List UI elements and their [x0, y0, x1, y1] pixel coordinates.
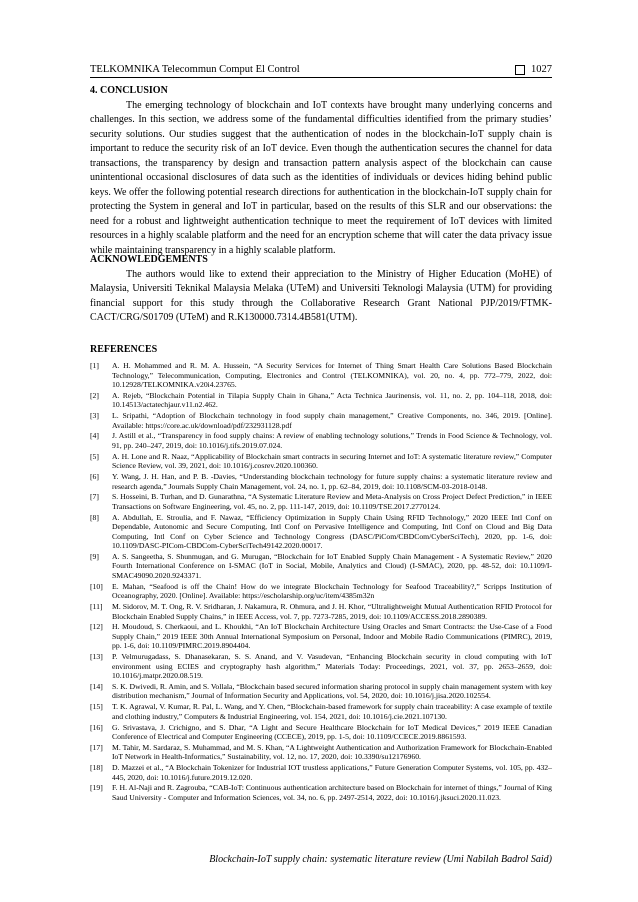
reference-item [90, 411, 552, 430]
reference-item [90, 492, 552, 511]
reference-number: [3] [90, 411, 99, 421]
reference-text: S. Hosseini, B. Turhan, and D. Gunarathna, “A Systematic Literature Review and Meta-Analysis on Cross Project Defect Prediction,” in IEEE Transactions on Software Engineering, vol. 45, no. 2, pp. 111-147, 2019, doi: 10.1109/TSE.2017.2770124. [112, 492, 552, 511]
reference-text: J. Astill et al., “Transparency in food supply chains: A review of enabling technology solutions,” Trends in Food Science & Technology, vol. 91, pp. 240–247, 2019, doi: 10.1016/j.tifs.2019.07.024. [112, 431, 552, 450]
reference-item [90, 652, 552, 681]
checkbox-square-icon [515, 65, 525, 75]
reference-number: [7] [90, 492, 99, 502]
running-header [90, 59, 552, 75]
reference-item [90, 783, 552, 802]
reference-item [90, 391, 552, 410]
conclusion-heading: 4. CONCLUSION [90, 85, 168, 96]
reference-item [90, 513, 552, 551]
reference-item [90, 431, 552, 450]
reference-text: A. Rejeb, “Blockchain Potential in Tilapia Supply Chain in Ghana,” Acta Technica Jaurinensis, vol. 11, no. 2, pp. 104–118, 2018, doi: 10.14513/actatechjaur.v11.n2.462. [112, 390, 552, 410]
reference-text: A. Abdullah, E. Stroulia, and F. Nawaz, “Efficiency Optimization in Supply Chain Using RFID Technology,” 2020 IEEE Intl Conf on Dependable, Autonomic and Secure Computing, Intl Conf on Pervasive Intelligence and Computing, Intl Conf on Cloud and Big Data Computing, Intl Conf on Cyber Science and Technology Congress (DASC/PiCom/CBDCom/CyberSciTech), 2020, pp. 1-6, doi: 10.1109/DASC-PICom-CBDCom-CyberSciTech49142.2020.00017. [112, 512, 552, 551]
reference-number: [9] [90, 551, 99, 561]
reference-item [90, 743, 552, 762]
acknowledgements-heading: ACKNOWLEDGEMENTS [90, 254, 208, 265]
reference-number: [5] [90, 451, 99, 461]
reference-item [90, 622, 552, 651]
reference-number: [1] [90, 361, 99, 370]
reference-text: S. K. Dwivedi, R. Amin, and S. Vollala, “Blockchain based secured information sharing protocol in supply chain management system with key distribution mechanism,” Journal of Information Security and Applications, vol. 54, 2020, doi: 10.1016/j.jisa.2020.102554. [112, 681, 552, 701]
reference-number: [15] [90, 702, 103, 712]
reference-number: [16] [90, 722, 103, 732]
reference-text: H. Moudoud, S. Cherkaoui, and L. Khoukhi, “An IoT Blockchain Architecture Using Oracles and Smart Contracts: the Use-Case of a Food Supply Chain,” 2019 IEEE 30th Annual International Symposium on Personal, Indoor and Mobile Radio Communications (PIMRC), 2019, pp. 1-6, doi: 10.1109/PIMRC.2019.8904404. [112, 622, 552, 651]
reference-text: E. Mahan, “Seafood is off the Chain! How do we integrate Blockchain Technology for Seafood Traceability?,” Scripps Institution of Oceanography, 2020. [Online]. Available: https://escholarship.org/uc/item/4385m32n [112, 581, 552, 601]
reference-item [90, 682, 552, 701]
header-rule [90, 77, 552, 78]
reference-text: A. H. Lone and R. Naaz, “Applicability of Blockchain smart contracts in securing Internet and IoT: A systematic literature review,” Computer Science Review, vol. 39, 2021, doi: 10.1016/j.cosrev.2020.100360. [112, 451, 552, 471]
reference-number: [19] [90, 783, 103, 793]
reference-number: [4] [90, 431, 99, 441]
reference-text: L. Sripathi, “Adoption of Blockchain technology in food supply chain management,” Creative Components, no. 346, 2019. [Online]. Available: https://core.ac.uk/download/pdf/232931128.pdf [112, 411, 552, 430]
reference-number: [13] [90, 652, 103, 662]
reference-number: [18] [90, 763, 103, 773]
conclusion-text: The emerging technology of blockchain and IoT contexts have brought many underlying concerns and challenges. In this section, we address some of the fundamental difficulties identified from the primary studies’ security solutions. Our studies suggest that the authentication of nodes in the blockchain-IoT supply chain is important to reduce the security risk of an IoT device. Even though the authentication secures the channel for data transactions, the transparency by design and transaction pattern analysis aspect of the blockchain can cause unintentional occasional disclosures of data such as the identities of individuals or devices hiding behind public keys. We offer the following potential research directions for authentication in the blockchain-IoT supply chain for protecting the System in general and IoT in particular, based on the results of this SLR and our observations: the need for a robust and lightweight authentication technique to meet the requirement of IoT devices with limited resources in a highly scalable platform and the need for an encryption scheme that will cater the data privacy issue while maintaining transparency in a highly scalable platform. [90, 100, 552, 256]
references-heading: REFERENCES [90, 344, 158, 355]
reference-number: [10] [90, 581, 103, 591]
reference-item [90, 361, 552, 390]
reference-item [90, 602, 552, 621]
reference-text: A. S. Sangeetha, S. Shunmugan, and G. Murugan, “Blockchain for IoT Enabled Supply Chain Management - A Systematic Review,” 2020 Fourth International Conference on I-SMAC (IoT in Social, Mobile, Analytics and Cloud) (I-SMAC), 2020, pp. 48-52, doi: 10.1109/I-SMAC49090.2020.9243371. [112, 551, 552, 580]
reference-text: M. Tahir, M. Sardaraz, S. Muhammad, and M. S. Khan, “A Lightweight Authentication and Authorization Framework for Blockchain-Enabled IoT Network in Health-Informatics,” Sustainability, vol. 12, no. 17, 2020, doi: 10.3390/su12176960. [112, 742, 552, 762]
reference-item [90, 702, 552, 721]
conclusion-body [90, 99, 552, 258]
reference-item [90, 582, 552, 601]
reference-item [90, 763, 552, 782]
reference-item [90, 472, 552, 491]
acknowledgements-text: The authors would like to extend their appreciation to the Ministry of Higher Education (MoHE) of Malaysia, Universiti Teknikal Malaysia Melaka (UTeM) and Universiti Teknologi Malaysia (UTM) for providing financial support for this study through the Collaborative Research Grant National PJP/2019/FTMK-CACT/CRG/S01709 (UTeM) and R.K130000.7314.4B581(UTM). [90, 269, 552, 324]
reference-text: G. Srivastava, J. Crichigno, and S. Dhar, “A Light and Secure Healthcare Blockchain for IoT Medical Devices,” 2019 IEEE Canadian Conference of Electrical and Computer Engineering (CCECE), 2019, pp. 1-5, doi: 10.1109/CCECE.2019.8861593. [112, 722, 552, 742]
reference-item [90, 723, 552, 742]
reference-number: [17] [90, 742, 103, 752]
reference-list [90, 361, 552, 804]
running-footer: Blockchain-IoT supply chain: systematic literature review (Umi Nabilah Badrol Said) [209, 854, 552, 865]
reference-text: A. H. Mohammed and R. M. A. Hussein, “A Security Services for Internet of Thing Smart Health Care Solutions Based Blockchain Technology,” Telecommunication, Computing, Electronics and Control (TELKOMNIKA), vol. 20, no. 4, pp. 772–779, 2022, doi: 10.12928/TELKOMNIKA.v20i4.23765. [112, 361, 552, 390]
reference-number: [8] [90, 512, 99, 522]
reference-text: F. H. Al-Naji and R. Zagrouba, “CAB-IoT: Continuous authentication architecture based on Blockchain for internet of things,” Journal of King Saud University - Computer and Information Sciences, vol. 34, no. 6, pp. 2497-2514, 2022, doi: 10.1016/j.jksuci.2020.11.023. [112, 783, 552, 802]
reference-text: T. K. Agrawal, V. Kumar, R. Pal, L. Wang, and Y. Chen, “Blockchain-based framework for supply chain traceability: A case example of textile and clothing industry,” Computers & Industrial Engineering, vol. 154, 2021, doi: 10.1016/j.cie.2021.107130. [112, 702, 552, 721]
reference-text: M. Sidorov, M. T. Ong, R. V. Sridharan, J. Nakamura, R. Ohmura, and J. H. Khor, “Ultralightweight Mutual Authentication RFID Protocol for Blockchain Enabled Supply Chains,” in IEEE Access, vol. 7, pp. 7273-7285, 2019, doi: 10.1109/ACCESS.2018.2890389. [112, 602, 552, 621]
reference-number: [14] [90, 681, 103, 691]
reference-number: [2] [90, 390, 99, 400]
reference-item [90, 552, 552, 581]
reference-text: Y. Wang, J. H. Han, and P. B. -Davies, “Understanding blockchain technology for future supply chains: a systematic literature review and research agenda,” Journals Supply Chain Management, vol. 24, no. 1, pp. 62–84, 2019, doi: 10.1108/SCM-03-2018-0148. [112, 471, 552, 491]
reference-item [90, 452, 552, 471]
page-number: 1027 [531, 64, 552, 75]
acknowledgements-body [90, 268, 552, 326]
reference-number: [6] [90, 471, 99, 481]
reference-number: [12] [90, 622, 103, 632]
journal-name: TELKOMNIKA Telecommun Comput El Control [90, 64, 300, 75]
reference-text: P. Velmurugadass, S. Dhanasekaran, S. S. Anand, and V. Vasudevan, “Enhancing Blockchain security in cloud computing with IoT environment using ECIES and cryptography hash algorithm,” Materials Today: Proceedings, 2021, vol. 37, pp. 2653–2659, doi: 10.1016/j.matpr.2020.08.519. [112, 652, 552, 681]
header-right [515, 64, 552, 75]
reference-text: D. Mazzei et al., “A Blockchain Tokenizer for Industrial IOT trustless applications,” Future Generation Computer Systems, vol. 105, pp. 432–445, 2020, doi: 10.1016/j.future.2019.12.020. [112, 763, 552, 782]
reference-number: [11] [90, 602, 103, 611]
